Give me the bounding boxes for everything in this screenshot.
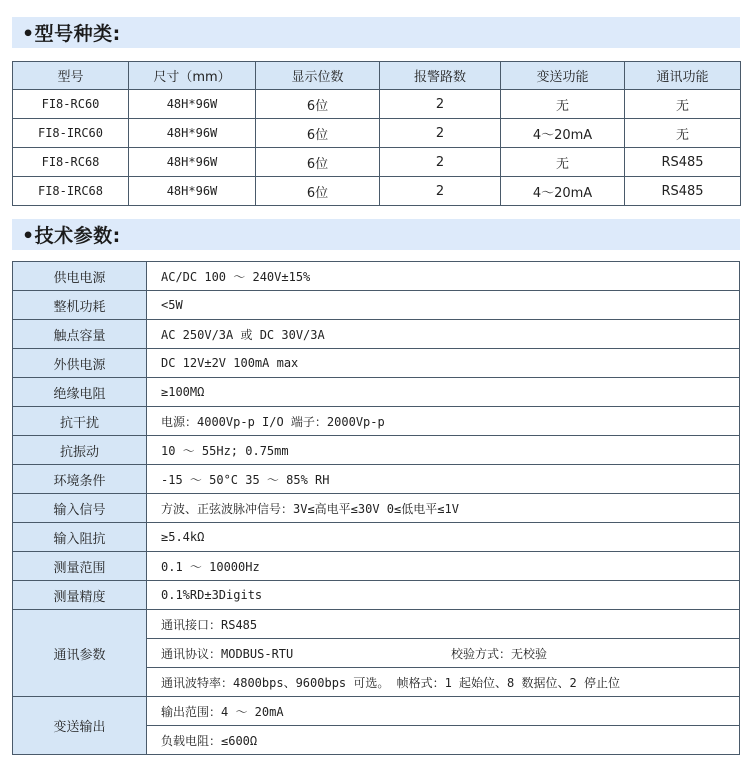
specs-table xyxy=(12,261,740,755)
spec-row xyxy=(13,407,740,436)
spec-label: 通讯参数 xyxy=(13,610,147,697)
spec-label: 抗振动 xyxy=(13,436,147,465)
table-cell: 48H*96W xyxy=(129,148,256,177)
spec-row xyxy=(13,610,740,639)
table-cell: 2 xyxy=(380,90,501,119)
table-cell: RS485 xyxy=(625,148,741,177)
spec-value: 通讯接口：RS485 xyxy=(147,610,740,639)
table-row xyxy=(13,90,741,119)
model-types-header xyxy=(12,17,740,48)
spec-value: <5W xyxy=(147,291,740,320)
table-cell: 48H*96W xyxy=(129,177,256,206)
table-cell: 4～20mA xyxy=(501,119,625,148)
spec-value: AC 250V/3A 或 DC 30V/3A xyxy=(147,320,740,349)
column-header: 变送功能 xyxy=(501,62,625,90)
spec-value: 10 ～ 55Hz; 0.75mm xyxy=(147,436,740,465)
model-table-header-row xyxy=(13,62,741,90)
table-cell: 6位 xyxy=(256,119,380,148)
column-header: 尺寸（mm） xyxy=(129,62,256,90)
spec-row xyxy=(13,523,740,552)
spec-label: 供电电源 xyxy=(13,262,147,291)
table-cell: 2 xyxy=(380,148,501,177)
table-cell: 2 xyxy=(380,177,501,206)
spec-label: 输入信号 xyxy=(13,494,147,523)
table-cell: 6位 xyxy=(256,148,380,177)
table-cell: 无 xyxy=(625,119,741,148)
table-row xyxy=(13,177,741,206)
table-row xyxy=(13,148,741,177)
spec-value: 0.1%RD±3Digits xyxy=(147,581,740,610)
spec-value xyxy=(147,639,740,668)
spec-value: ≥5.4kΩ xyxy=(147,523,740,552)
comm-check: 校验方式：无校验 xyxy=(451,646,548,661)
spec-row xyxy=(13,349,740,378)
spec-row xyxy=(13,378,740,407)
comm-protocol: 通讯协议：MODBUS-RTU xyxy=(161,646,294,661)
spec-label: 输入阻抗 xyxy=(13,523,147,552)
table-cell: 48H*96W xyxy=(129,90,256,119)
spec-value: -15 ～ 50°C 35 ～ 85% RH xyxy=(147,465,740,494)
spec-value: 负载电阻：≤600Ω xyxy=(147,726,740,755)
table-cell: 无 xyxy=(501,90,625,119)
spec-value: 0.1 ～ 10000Hz xyxy=(147,552,740,581)
table-cell: 6位 xyxy=(256,177,380,206)
tech-params-header xyxy=(12,219,740,250)
spec-value: 方波、正弦波脉冲信号：3V≤高电平≤30V 0≤低电平≤1V xyxy=(147,494,740,523)
column-header: 报警路数 xyxy=(380,62,501,90)
column-header: 显示位数 xyxy=(256,62,380,90)
spec-row xyxy=(13,436,740,465)
spec-row xyxy=(13,291,740,320)
table-cell: RS485 xyxy=(625,177,741,206)
spec-label: 测量精度 xyxy=(13,581,147,610)
model-types-title: •型号种类: xyxy=(22,23,121,45)
table-cell: FI8-RC60 xyxy=(13,90,129,119)
spec-value: DC 12V±2V 100mA max xyxy=(147,349,740,378)
table-cell: 2 xyxy=(380,119,501,148)
table-cell: FI8-RC68 xyxy=(13,148,129,177)
table-cell: FI8-IRC68 xyxy=(13,177,129,206)
spec-label: 环境条件 xyxy=(13,465,147,494)
table-cell: FI8-IRC60 xyxy=(13,119,129,148)
spec-label: 测量范围 xyxy=(13,552,147,581)
tech-params-title: •技术参数: xyxy=(22,225,121,247)
spec-row xyxy=(13,581,740,610)
column-header: 型号 xyxy=(13,62,129,90)
spec-row xyxy=(13,465,740,494)
spec-value: ≥100MΩ xyxy=(147,378,740,407)
spec-row xyxy=(13,552,740,581)
column-header: 通讯功能 xyxy=(625,62,741,90)
table-cell: 6位 xyxy=(256,90,380,119)
spec-label: 触点容量 xyxy=(13,320,147,349)
spec-row xyxy=(13,494,740,523)
spec-value: 电源：4000Vp-p I/O 端子：2000Vp-p xyxy=(147,407,740,436)
table-cell: 48H*96W xyxy=(129,119,256,148)
spec-row xyxy=(13,320,740,349)
spec-row xyxy=(13,262,740,291)
table-row xyxy=(13,119,741,148)
spec-value: AC/DC 100 ～ 240V±15% xyxy=(147,262,740,291)
table-cell: 4～20mA xyxy=(501,177,625,206)
spec-value: 输出范围：4 ～ 20mA xyxy=(147,697,740,726)
spec-label: 外供电源 xyxy=(13,349,147,378)
spec-value: 通讯波特率：4800bps、9600bps 可选。 帧格式：1 起始位、8 数据位、2 停止位 xyxy=(147,668,740,697)
spec-label: 变送输出 xyxy=(13,697,147,755)
spec-row xyxy=(13,697,740,726)
spec-label: 绝缘电阻 xyxy=(13,378,147,407)
table-cell: 无 xyxy=(501,148,625,177)
spec-label: 整机功耗 xyxy=(13,291,147,320)
table-cell: 无 xyxy=(625,90,741,119)
model-table xyxy=(12,61,741,206)
spec-label: 抗干扰 xyxy=(13,407,147,436)
